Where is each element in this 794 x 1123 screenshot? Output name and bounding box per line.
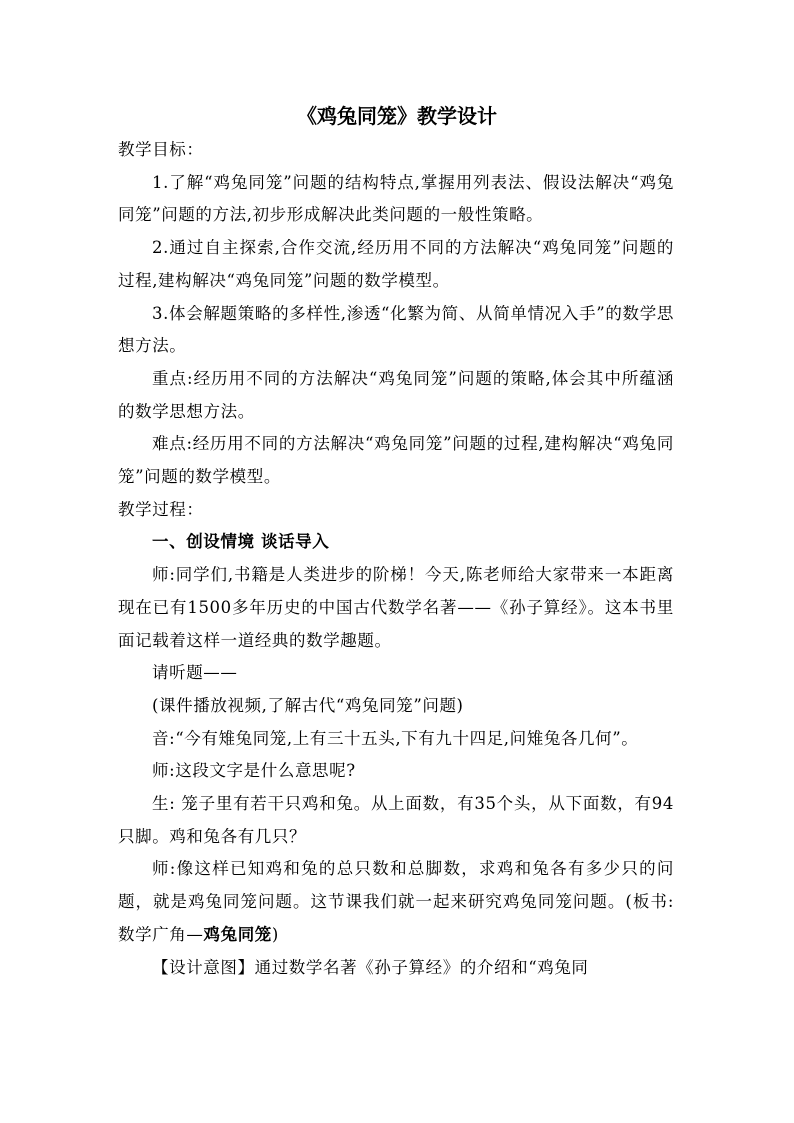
teacher-paragraph-1: 师:同学们,书籍是人类进步的阶梯！今天,陈老师给大家带来一本距离现在已有1500多年历史的中国古代数学名著——《孙子算经》。这本书里面记载着这样一道经典的数学趣题。 xyxy=(118,565,674,650)
key-point-paragraph: 重点:经历用不同的方法解决“鸡兔同笼”问题的策略,体会其中所蕴涵的数学思想方法。 xyxy=(118,368,674,421)
goal-2-paragraph: 2.通过自主探索,合作交流,经历用不同的方法解决“鸡兔同笼”问题的过程,建构解决“鸡兔同笼”问题的数学模型。 xyxy=(118,238,674,290)
video-note: (课件播放视频,了解古代“鸡兔同笼”问题) xyxy=(152,695,464,715)
listen-prompt: 请听题—— xyxy=(152,663,238,683)
teacher-paragraph-3-prefix: 师:像这样已知鸡和兔的总只数和总脚数，求鸡和兔各有多少只的问题，就是鸡兔同笼问题。这节课我们就一起来研究鸡兔同笼问题。(板书:数学广角— xyxy=(118,859,674,944)
teacher-paragraph-3-suffix: ) xyxy=(271,924,279,944)
goals-heading: 教学目标： xyxy=(118,140,204,159)
board-topic: 鸡兔同笼 xyxy=(203,924,272,944)
document-page xyxy=(118,98,674,984)
audio-paragraph: 音:“今有雉兔同笼,上有三十五头,下有九十四足,问雉兔各几何”。 xyxy=(152,728,639,748)
goal-3-paragraph: 3.体会解题策略的多样性,渗透“化繁为简、从简单情况入手”的数学思想方法。 xyxy=(118,303,674,356)
goal-1-paragraph: 1.了解“鸡兔同笼”问题的结构特点,掌握用列表法、假设法解决“鸡兔同笼”问题的方法,初步形成解决此类问题的一般性策略。 xyxy=(118,172,674,225)
teacher-paragraph-2: 师:这段文字是什么意思呢? xyxy=(152,761,356,781)
section-1-heading: 一、创设情境 谈话导入 xyxy=(152,532,330,552)
document-title: 《鸡兔同笼》教学设计 xyxy=(297,104,497,128)
difficulty-paragraph: 难点:经历用不同的方法解决“鸡兔同笼”问题的过程,建构解决“鸡兔同笼”问题的数学模型。 xyxy=(118,434,674,487)
process-heading: 教学过程： xyxy=(118,499,204,519)
design-intent-paragraph: 【设计意图】通过数学名著《孙子算经》的介绍和“鸡兔同 xyxy=(152,957,589,977)
student-paragraph-1: 生: 笼子里有若干只鸡和兔。从上面数，有35个头，从下面数，有94只脚。鸡和兔各有几只？ xyxy=(118,794,674,846)
teacher-paragraph-3 xyxy=(118,853,674,951)
